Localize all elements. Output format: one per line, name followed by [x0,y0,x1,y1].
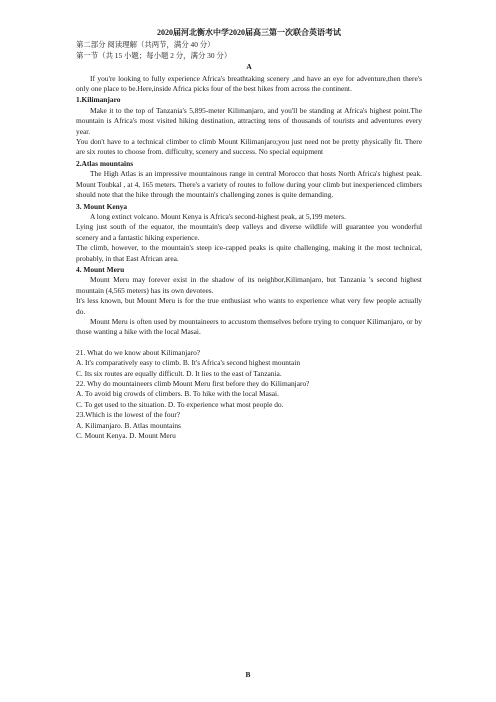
passage-letter-a: A [246,62,252,72]
intro-paragraph: If you're looking to fully experience Africa's breathtaking scenery ,and have an eye for adventure,then there's only one place to be.Here,inside Africa picks four of the best hikes from across the continent. [76,73,422,94]
heading-meru: 4. Mount Meru [76,264,125,274]
question-21: 21. What do we know about Kilimanjaro? [76,347,201,357]
part-label: 第二部分 阅读理解（共两节，满分 40 分） [76,40,215,50]
passage-letter-b: B [245,670,251,679]
atlas-paragraph-1: The High Atlas is an impressive mountainous range in central Morocco that hosts North Africa's highest peak. Mount Toubkal , at 4, 165 meters. There's a variety of routes to follow during your climb but inexperienced climbers should note that the hike through the mountain's challenging zones is quite demanding. [76,169,422,200]
heading-atlas: 2.Atlas mountains [76,158,134,168]
kenya-paragraph-1: A long extinct volcano. Mount Kenya is Africa's second-highest peak, at 5,199 meters. [90,211,346,221]
kenya-paragraph-2: Lying just south of the equator, the mountain's deep valleys and diverse wildlife will guarantee you wonderful scenery and a fantastic hiking experience. [76,222,422,242]
question-23: 23.Which is the lowest of the four? [76,410,181,420]
meru-paragraph-3: Mount Meru is often used by mountaineers to accustom themselves before trying to conquer Kilimanjaro, or by those wanting a hike with the local Masai. [76,316,422,337]
question-22-options-cd: C. To get used to the situation. D. To experience what most people do. [76,399,284,409]
spacer [76,338,422,348]
question-21-options-cd: C. Its six routes are equally difficult. D. It lies to the east of Tanzania. [76,368,282,378]
question-23-options-cd: C. Mount Kenya. D. Mount Meru [76,431,176,441]
question-21-options-ab: A. It's comparatively easy to climb. B. It's Africa's second highest mountain [76,358,301,368]
question-23-options-ab: A. Kilimanjaro. B. Atlas mountains [76,420,181,430]
page-content [76,28,422,441]
heading-kenya: 3. Mount Kenya [76,201,128,211]
heading-kilimanjaro: 1.Kilimanjaro [76,95,121,105]
section-label: 第一节（共 15 小题；每小题 2 分，满分 30 分） [76,50,232,60]
exam-title: 2020届河北衡水中学2020届高三第一次联合英语考试 [157,28,341,37]
question-22: 22. Why do mountaineers climb Mount Meru first before they do Kilimanjaro? [76,379,310,388]
kenya-paragraph-3: The climb, however, to the mountain's steep ice-capped peaks is quite challenging, making it the most technical, probably, in that East African area. [76,243,422,263]
question-22-options-ab: A. To avoid big crowds of climbers. B. To hike with the local Masai. [76,389,279,399]
kilimanjaro-paragraph-1: Make it to the top of Tanzania's 5,895-meter Kilimanjaro, and you'll be standing at Africa's highest point.The mountain is Africa's most visited hiking destination, attracting tens of thousands of tourists and adventures every year. [76,105,422,136]
meru-paragraph-1: Mount Meru may forever exist in the shadow of its neighbor,Kilimanjaro, but Tanzania 's second highest mountain (4,565 meters) has its own devotees. [76,275,422,295]
kilimanjaro-paragraph-2: You don't have to a technical climber to climb Mount Kilimanjaro;you just need not be pretty physically fit. There are six routes to choose from. difficulty, scenery and success. No special equipment [76,137,422,157]
meru-paragraph-2: It's less known, but Mount Meru is for the true enthusiast who wants to experience what very few people actually do. [76,296,422,316]
